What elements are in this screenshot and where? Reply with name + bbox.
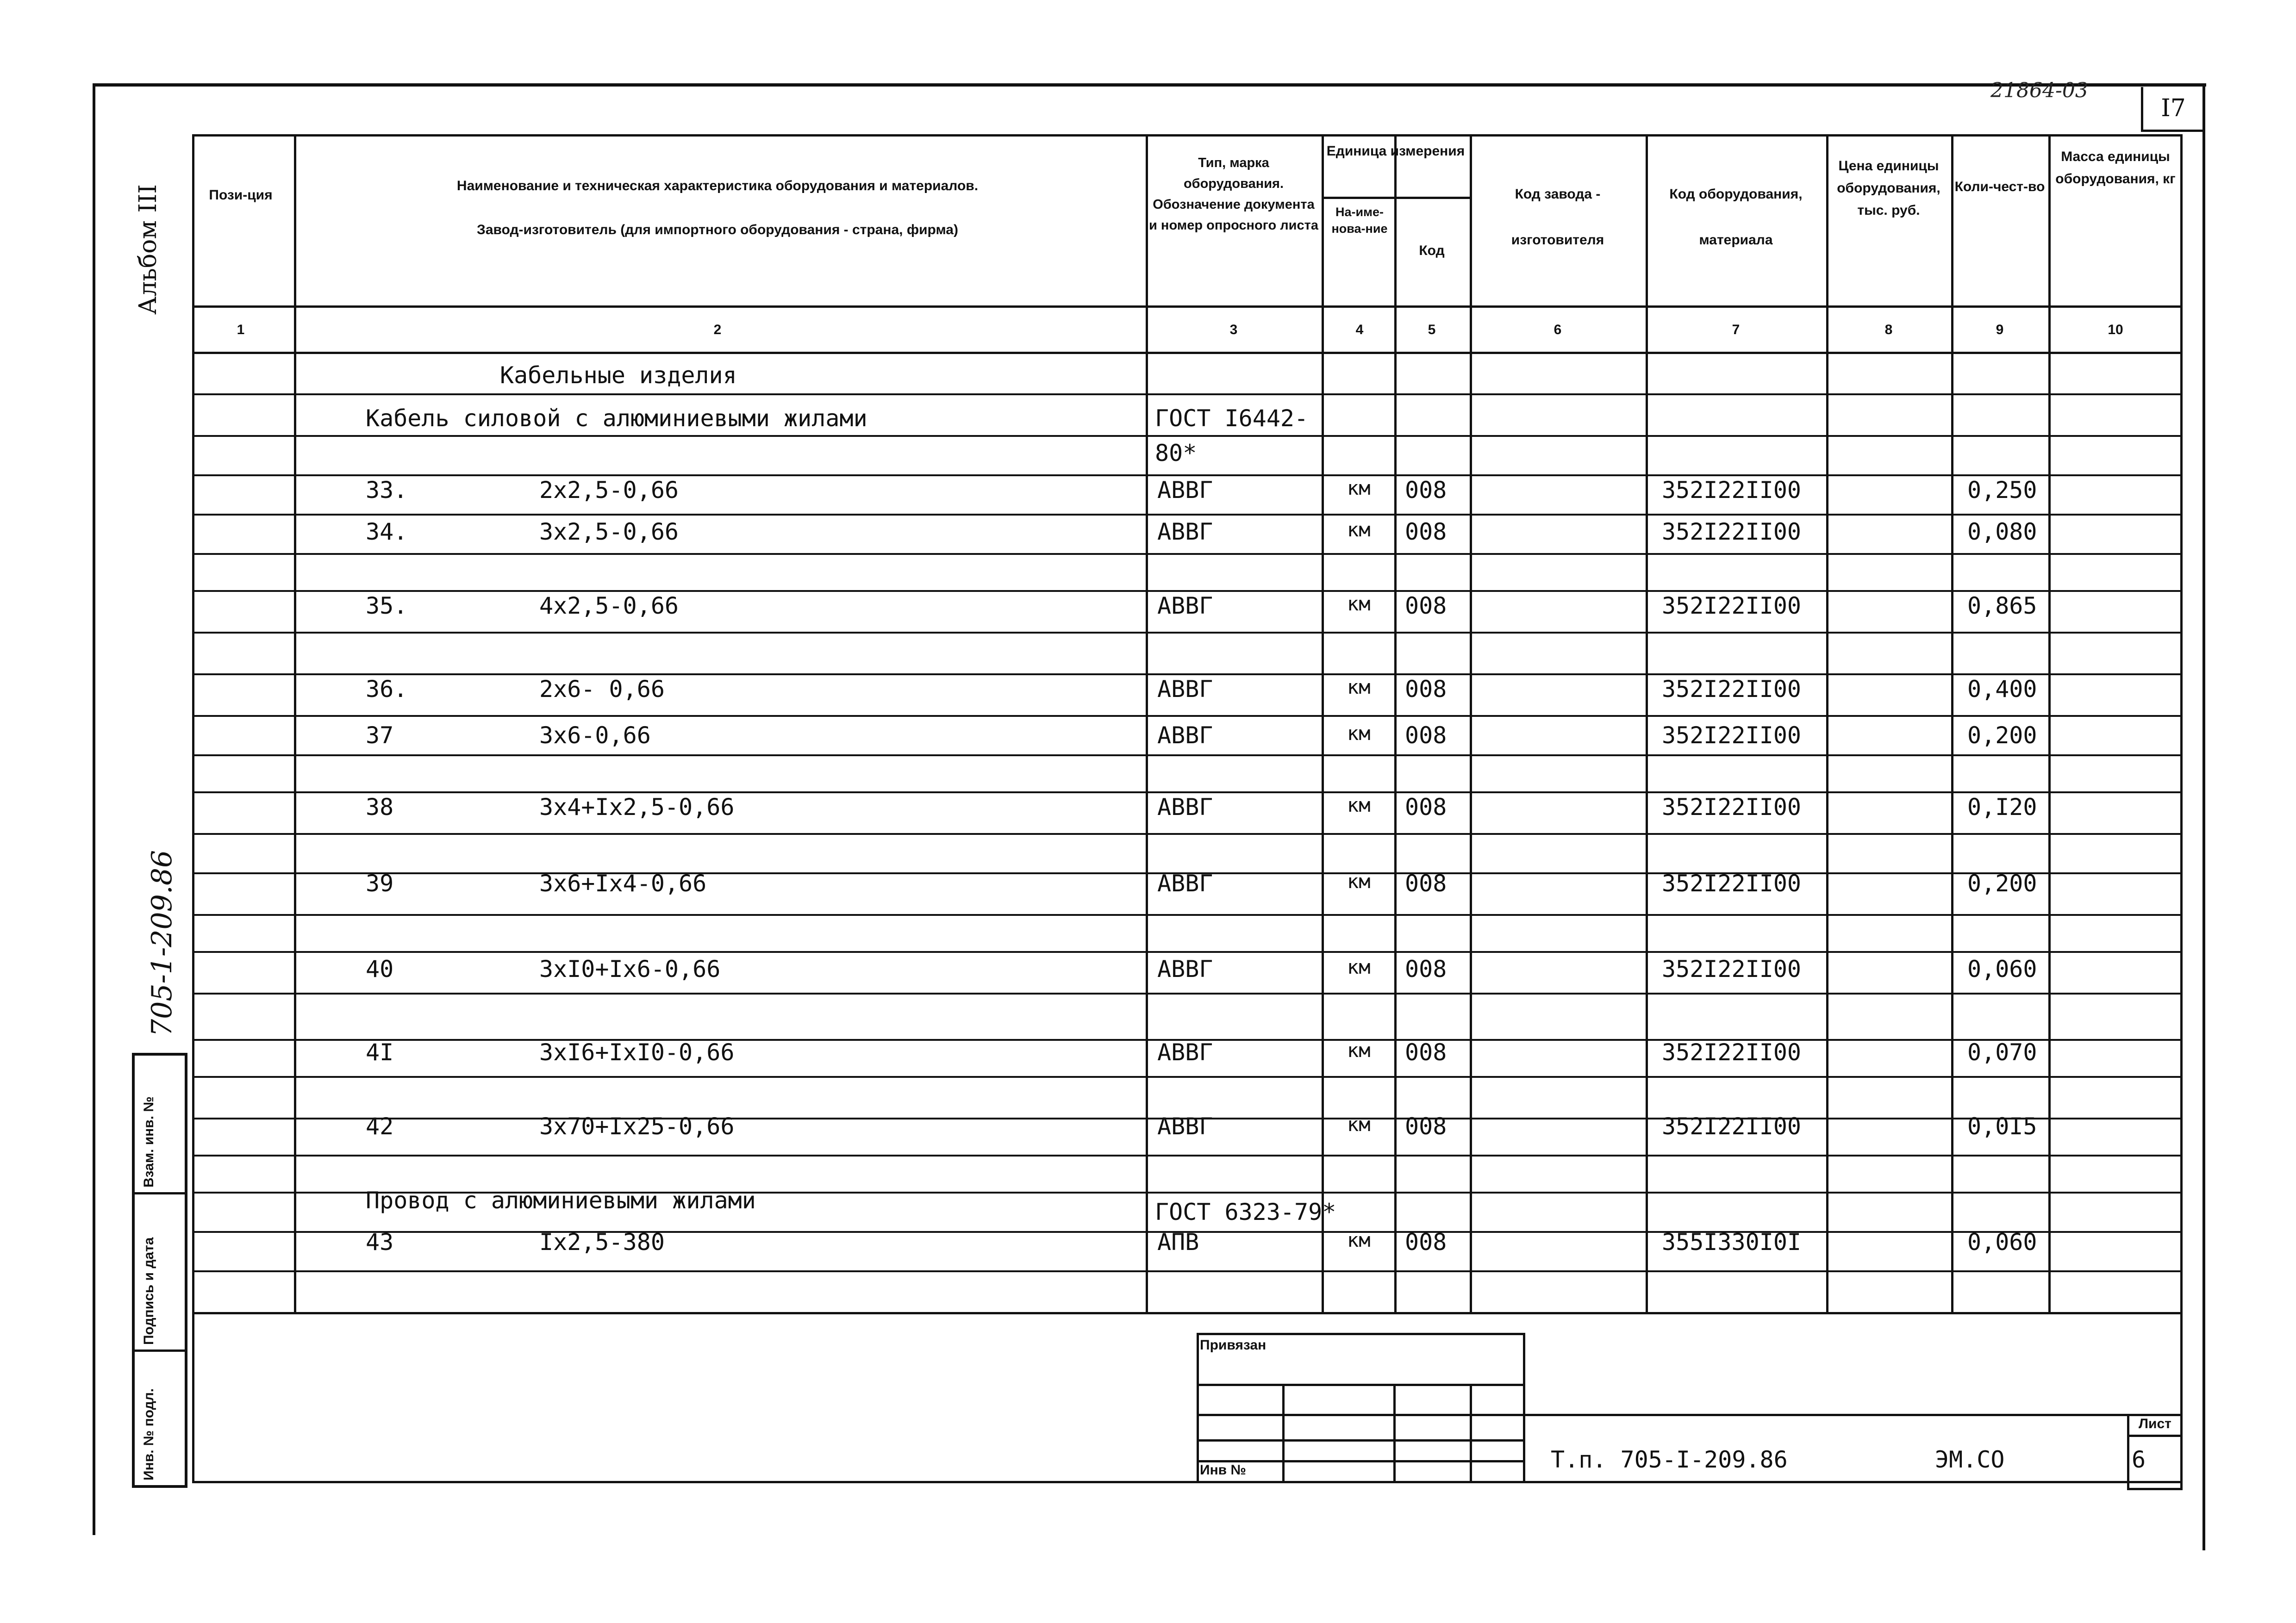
tb-doc-code: Т.п. 705-I-209.86 — [1551, 1446, 1788, 1473]
row-type: АВВГ — [1157, 518, 1213, 545]
col-num-3: 3 — [1229, 322, 1238, 337]
row-unit: км — [1347, 1039, 1371, 1062]
row-unit: км — [1347, 794, 1371, 816]
hdr-type: Тип, марка оборудования. Обозначение документа и номер опросного листа — [1149, 155, 1318, 233]
corner-sheet-number: I7 — [2141, 87, 2203, 132]
row-unit-code: 008 — [1405, 722, 1447, 749]
col-num-2: 2 — [713, 322, 722, 337]
header-bottom-rule — [192, 305, 2180, 308]
row-position: 43 — [366, 1229, 394, 1256]
table-row-rule — [192, 754, 2180, 756]
table-row-rule — [192, 590, 2180, 592]
row-name: 3х6-0,66 — [539, 722, 651, 749]
table-row-rule — [192, 673, 2180, 675]
row-unit: км — [1347, 956, 1371, 978]
row-name: 3хI0+Iх6-0,66 — [539, 956, 721, 983]
side-cell-signature — [135, 1194, 185, 1352]
row-position: 34. — [366, 518, 408, 545]
table-row-rule — [192, 993, 2180, 995]
tb-rule — [2127, 1435, 2180, 1437]
row-quantity: 0,060 — [1967, 956, 2037, 983]
row-position: 35. — [366, 592, 408, 619]
col-num-10: 10 — [2108, 322, 2123, 337]
row-type: АВВГ — [1157, 870, 1213, 897]
row-quantity: 0,080 — [1967, 518, 2037, 545]
tb-rule — [1197, 1414, 1525, 1416]
side-cell-inventory — [135, 1352, 185, 1485]
tb-sheet-number: 6 — [2132, 1446, 2146, 1473]
handwritten-code: 705-1-209.86 — [146, 850, 178, 1037]
wire-gost: ГОСТ 6323-79* — [1155, 1199, 1336, 1225]
row-material-code: 352I22II00 — [1662, 477, 1802, 504]
table-column-rule — [2048, 134, 2051, 1312]
row-material-code: 352I22II00 — [1662, 592, 1802, 619]
tb-column-rule — [2127, 1414, 2129, 1490]
table-row-rule — [192, 715, 2180, 717]
table-column-rule — [294, 134, 296, 1312]
row-material-code: 352I22II00 — [1662, 794, 1802, 821]
table-column-rule — [1470, 134, 1472, 1312]
tb-column-rule — [1282, 1384, 1285, 1481]
table-column-rule — [2180, 134, 2183, 1312]
tb-mark: ЭМ.СО — [1935, 1446, 2005, 1473]
table-top-rule — [192, 134, 2180, 137]
table-column-rule — [1646, 134, 1648, 1312]
hdr-unit-code: Код — [1419, 243, 1445, 258]
section-power-cable: Кабель силовой с алюминиевыми жилами — [366, 405, 867, 432]
col-num-7: 7 — [1732, 322, 1740, 337]
table-row-rule — [192, 474, 2180, 476]
col-num-5: 5 — [1428, 322, 1436, 337]
table-row-rule — [192, 632, 2180, 634]
row-name: Iх2,5-380 — [539, 1229, 665, 1256]
row-unit-code: 008 — [1405, 1039, 1447, 1066]
section-cable-products: Кабельные изделия — [500, 362, 737, 389]
row-position: 42 — [366, 1113, 394, 1140]
tb-rule — [1197, 1384, 1525, 1386]
table-column-rule — [1146, 134, 1148, 1312]
side-stamp-box — [132, 1053, 187, 1488]
row-type: АВВГ — [1157, 676, 1213, 703]
table-column-rule — [1322, 134, 1324, 1312]
hdr-material-code: Код оборудования, материала — [1669, 187, 1803, 248]
row-name: 3х2,5-0,66 — [539, 518, 679, 545]
row-name: 2х6- 0,66 — [539, 676, 665, 703]
hdr-price: Цена единицы оборудования, тыс. руб. — [1837, 158, 1940, 218]
row-unit-code: 008 — [1405, 477, 1447, 504]
side-label-replace: Взам. инв. № — [141, 1096, 156, 1188]
row-type: АВВГ — [1157, 722, 1213, 749]
row-quantity: 0,865 — [1967, 592, 2037, 619]
row-quantity: 0,070 — [1967, 1039, 2037, 1066]
row-unit: км — [1347, 1113, 1371, 1136]
tb-rule — [1197, 1439, 1525, 1442]
table-column-rule — [1394, 134, 1397, 1312]
tb-rule — [2127, 1488, 2180, 1490]
row-unit: км — [1347, 518, 1371, 541]
tb-bound-box — [1197, 1333, 1525, 1481]
row-material-code: 352I22II00 — [1662, 1113, 1802, 1140]
table-row-rule — [192, 1076, 2180, 1078]
tb-inv: Инв № — [1200, 1462, 1246, 1478]
row-position: 36. — [366, 676, 408, 703]
row-type: АВВГ — [1157, 956, 1213, 983]
row-position: 40 — [366, 956, 394, 983]
row-unit: км — [1347, 722, 1371, 745]
table-row-rule — [192, 514, 2180, 516]
row-unit: км — [1347, 676, 1371, 698]
table-row-rule — [192, 435, 2180, 437]
hdr-mass: Масса единицы оборудования, кг — [2055, 149, 2176, 187]
row-unit-code: 008 — [1405, 676, 1447, 703]
row-unit-code: 008 — [1405, 518, 1447, 545]
hdr-factory-code: Код завода - изготовителя — [1511, 187, 1604, 248]
row-type: АПВ — [1157, 1229, 1199, 1256]
hdr-unit-name: На-име-нова-ние — [1331, 205, 1388, 236]
row-quantity: 0,200 — [1967, 722, 2037, 749]
frame-bottom-rule — [192, 1481, 2180, 1483]
row-material-code: 352I22II00 — [1662, 1039, 1802, 1066]
row-name: 2х2,5-0,66 — [539, 477, 679, 504]
side-cell-replace — [135, 1056, 185, 1194]
table-row-rule — [192, 393, 2180, 395]
row-position: 39 — [366, 870, 394, 897]
row-position: 33. — [366, 477, 408, 504]
colnum-bottom-rule — [192, 352, 2180, 354]
row-name: 3хI6+IхI0-0,66 — [539, 1039, 735, 1066]
hdr-unit: Единица измерения — [1326, 143, 1465, 159]
row-type: АВВГ — [1157, 592, 1213, 619]
table-row-rule — [192, 791, 2180, 793]
row-unit-code: 008 — [1405, 794, 1447, 821]
section-wire: Провод с алюминиевыми жилами — [366, 1187, 756, 1214]
row-position: 4I — [366, 1039, 394, 1066]
row-unit: км — [1347, 477, 1371, 499]
side-label-inventory: Инв. № подл. — [141, 1388, 156, 1480]
row-type: АВВГ — [1157, 794, 1213, 821]
row-unit: км — [1347, 870, 1371, 893]
col-num-4: 4 — [1355, 322, 1364, 337]
row-name: 3х70+Iх25-0,66 — [539, 1113, 735, 1140]
drawing-frame — [93, 83, 2206, 1535]
table-row-rule — [192, 833, 2180, 835]
row-unit: км — [1347, 592, 1371, 615]
hdr-quantity: Коли-чест-во — [1954, 179, 2045, 194]
table-bottom-rule — [192, 1312, 2180, 1314]
row-name: 3х6+Iх4-0,66 — [539, 870, 707, 897]
row-position: 38 — [366, 794, 394, 821]
hdr-name-line1: Наименование и техническая характеристика оборудования и материалов. — [456, 178, 979, 193]
frame-left-rule — [192, 1312, 194, 1481]
row-quantity: 0,250 — [1967, 477, 2037, 504]
table-column-rule — [192, 134, 194, 1312]
row-name: 3х4+Iх2,5-0,66 — [539, 794, 735, 821]
tb-rule — [1525, 1414, 2180, 1416]
row-material-code: 352I22II00 — [1662, 518, 1802, 545]
row-type: АВВГ — [1157, 1039, 1213, 1066]
row-quantity: 0,0I5 — [1967, 1113, 2037, 1140]
row-unit-code: 008 — [1405, 1113, 1447, 1140]
row-quantity: 0,I20 — [1967, 794, 2037, 821]
table-row-rule — [192, 553, 2180, 555]
row-material-code: 352I22II00 — [1662, 870, 1802, 897]
table-column-rule — [1951, 134, 1953, 1312]
row-quantity: 0,200 — [1967, 870, 2037, 897]
col-num-6: 6 — [1554, 322, 1562, 337]
row-material-code: 352I22II00 — [1662, 676, 1802, 703]
row-quantity: 0,400 — [1967, 676, 2037, 703]
row-material-code: 352I22II00 — [1662, 956, 1802, 983]
side-label-signature: Подпись и дата — [141, 1237, 156, 1345]
hdr-position: Пози-ция — [209, 187, 273, 203]
drawing-frame-right — [2202, 83, 2205, 1550]
row-position: 37 — [366, 722, 394, 749]
archive-stamp: 21864-03 — [1990, 79, 2088, 102]
col-num-9: 9 — [1996, 322, 2004, 337]
unit-subheader-rule — [1322, 197, 1470, 199]
tb-bound: Привязан — [1200, 1337, 1267, 1353]
row-unit-code: 008 — [1405, 592, 1447, 619]
power-cable-gost-2: 80* — [1155, 440, 1197, 466]
table-row-rule — [192, 1270, 2180, 1272]
row-material-code: 352I22II00 — [1662, 722, 1802, 749]
tb-column-rule — [1470, 1384, 1472, 1481]
tb-sheet-label: Лист — [2139, 1416, 2171, 1431]
col-num-1: 1 — [237, 322, 245, 337]
row-quantity: 0,060 — [1967, 1229, 2037, 1256]
power-cable-gost-1: ГОСТ I6442- — [1155, 405, 1309, 432]
row-name: 4х2,5-0,66 — [539, 592, 679, 619]
table-column-rule — [1826, 134, 1828, 1312]
hdr-name-line2: Завод-изготовитель (для импортного оборудования - страна, фирма) — [477, 222, 958, 237]
row-type: АВВГ — [1157, 1113, 1213, 1140]
row-material-code: 355I330I0I — [1662, 1229, 1802, 1256]
row-unit-code: 008 — [1405, 956, 1447, 983]
tb-column-rule — [1393, 1384, 1396, 1481]
album-label: Альбом III — [134, 184, 162, 315]
row-unit-code: 008 — [1405, 1229, 1447, 1256]
table-row-rule — [192, 914, 2180, 916]
col-num-8: 8 — [1884, 322, 1893, 337]
row-type: АВВГ — [1157, 477, 1213, 504]
row-unit: км — [1347, 1229, 1371, 1251]
row-unit-code: 008 — [1405, 870, 1447, 897]
tb-column-rule — [2180, 1414, 2183, 1490]
table-row-rule — [192, 951, 2180, 953]
table-row-rule — [192, 1155, 2180, 1157]
